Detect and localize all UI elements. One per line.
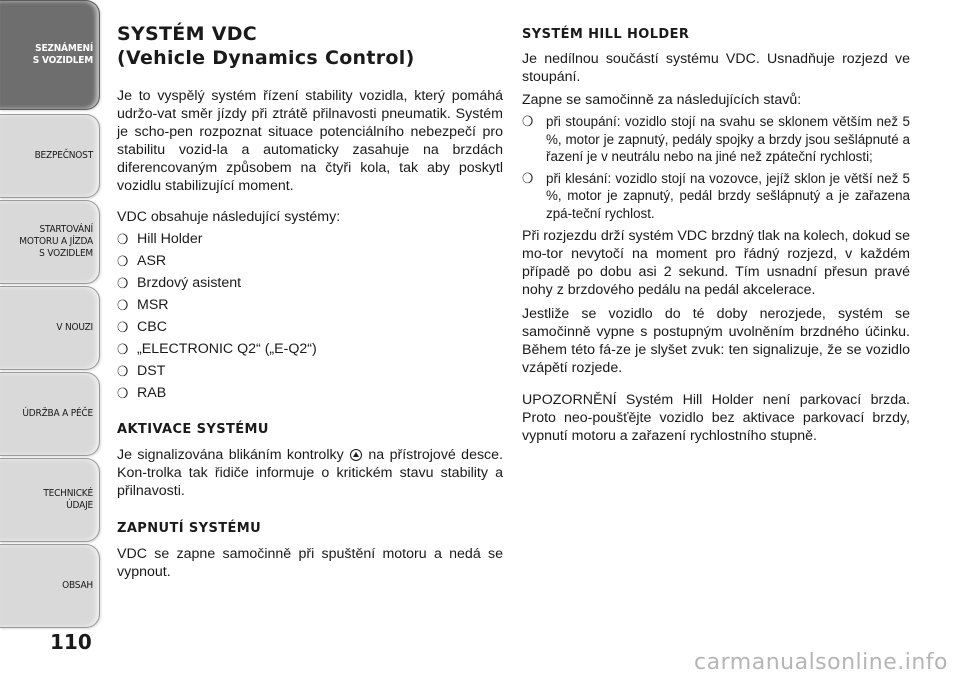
page-number: 110 xyxy=(50,630,92,654)
hill-holder-warning: UPOZORNĚNÍ Systém Hill Holder není parkovací brzda. Proto neo-poušťějte vozidlo bez aktivace parkovací brzdy, vypnutí motoru a zařazení rychlostního stupně. xyxy=(522,392,910,444)
bullet-icon: ❍ xyxy=(522,169,534,186)
list-item: ❍ ASR xyxy=(117,250,503,272)
watermark: carmanualsonline.info xyxy=(694,650,948,675)
hill-holder-p3: Při rozjezdu drží systém VDC brzdný tlak na kolech, dokud se mo-tor nevytočí na moment pro řádný rozjezd, v každém případě po dobu asi 2 sekund. Tím usnadní přesun pravé nohy z brzdového pedálu na pedál akcelerace. xyxy=(522,228,910,298)
tab-seznameni-s-vozidlem[interactable]: SEZNÁMENÍ S VOZIDLEM xyxy=(0,0,100,110)
chapter-sidebar xyxy=(0,0,101,677)
vdc-intro-paragraph: Je to vyspělý systém řízení stability vozidla, který pomáhá udržo-vat směr jízdy při ztrátě přilnavosti pneumatik. Systém je scho-pen rozpoznat situace potenciálního nebezpečí pro stabilitu vozid-la a automaticky zasahuje na brzdách diferencovaným způsobem na čtyři kola, tak aby poskytl vozidlu stabilizující moment. xyxy=(117,88,503,194)
conditions-list xyxy=(522,113,910,222)
list-item: ❍ při klesání: vozidlo stojí na vozovce, jejíž sklon je větší než 5 %, motor je zapnutý, pedál brzdy sešlápnutý a je zařazena zpá-teční rychlost. xyxy=(522,169,910,221)
list-item: ❍ CBC xyxy=(117,316,503,338)
right-column xyxy=(522,0,910,445)
bullet-icon: ❍ xyxy=(117,275,129,291)
tab-bezpecnost[interactable]: BEZPEČNOST xyxy=(0,114,100,198)
bullet-icon: ❍ xyxy=(522,113,534,129)
bullet-icon: ❍ xyxy=(117,319,129,335)
list-item: ❍ DST xyxy=(117,360,503,382)
hill-holder-p1: Je nedílnou součástí systému VDC. Usnadňuje rozjezd ve stoupání. xyxy=(522,51,910,85)
list-item: ❍ MSR xyxy=(117,294,503,316)
list-item: ❍ „ELECTRONIC Q2“ („E-Q2“) xyxy=(117,338,503,360)
tab-obsah[interactable]: OBSAH xyxy=(0,544,100,628)
left-column xyxy=(117,0,503,581)
switch-on-heading: ZAPNUTÍ SYSTÉMU xyxy=(117,521,262,536)
activation-paragraph: Je signalizována blikáním kontrolky na přístrojové desce. Kon-trolka tak řidiče informuje o kritickém stavu stability a přilnavosti. xyxy=(117,447,503,499)
list-item: ❍ Brzdový asistent xyxy=(117,272,503,294)
bullet-icon: ❍ xyxy=(117,297,129,313)
bullet-icon: ❍ xyxy=(117,231,129,247)
bullet-icon: ❍ xyxy=(117,385,129,401)
vdc-warning-icon xyxy=(350,449,362,461)
list-item: ❍ při stoupání: vozidlo stojí na svahu se sklonem větším než 5 %, motor je zapnutý, pedály spojky a brzdy jsou sešlápnuté a řazení je v neutrálu nebo na jiné než zpáteční rychlosti; xyxy=(522,113,910,164)
activation-heading: AKTIVACE SYSTÉMU xyxy=(117,422,269,437)
bullet-icon: ❍ xyxy=(117,363,129,379)
tab-technicke-udaje[interactable]: TECHNICKÉ ÚDAJE xyxy=(0,458,100,542)
tab-startovani-motoru[interactable]: STARTOVÁNÍ MOTORU A JÍZDA S VOZIDLEM xyxy=(0,200,100,284)
bullet-icon: ❍ xyxy=(117,341,129,357)
tab-v-nouzi[interactable]: V NOUZI xyxy=(0,286,100,370)
list-item: ❍ Hill Holder xyxy=(117,228,503,250)
switch-on-paragraph: VDC se zapne samočinně při spuštění motoru a nedá se vypnout. xyxy=(117,546,503,580)
hill-holder-heading: SYSTÉM HILL HOLDER xyxy=(522,27,690,42)
bullet-icon: ❍ xyxy=(117,253,129,269)
tab-udrzba-a-pece[interactable]: ÚDRŽBA A PÉČE xyxy=(0,372,100,456)
list-item: ❍ RAB xyxy=(117,382,503,404)
section-title: SYSTÉM VDC (Vehicle Dynamics Control) xyxy=(117,23,415,69)
systems-intro: VDC obsahuje následující systémy: xyxy=(117,209,341,225)
hill-holder-p4: Jestliže se vozidlo do té doby nerozjede, systém se samočinně vypne s postupným uvolněním brzdného účinku. Během této fá-ze je slyšet zvuk: ten signalizuje, že se vozidlo vzápětí rozjede. xyxy=(522,306,910,376)
hill-holder-p2: Zapne se samočinně za následujících stavů: xyxy=(522,92,802,108)
systems-list xyxy=(117,228,503,404)
